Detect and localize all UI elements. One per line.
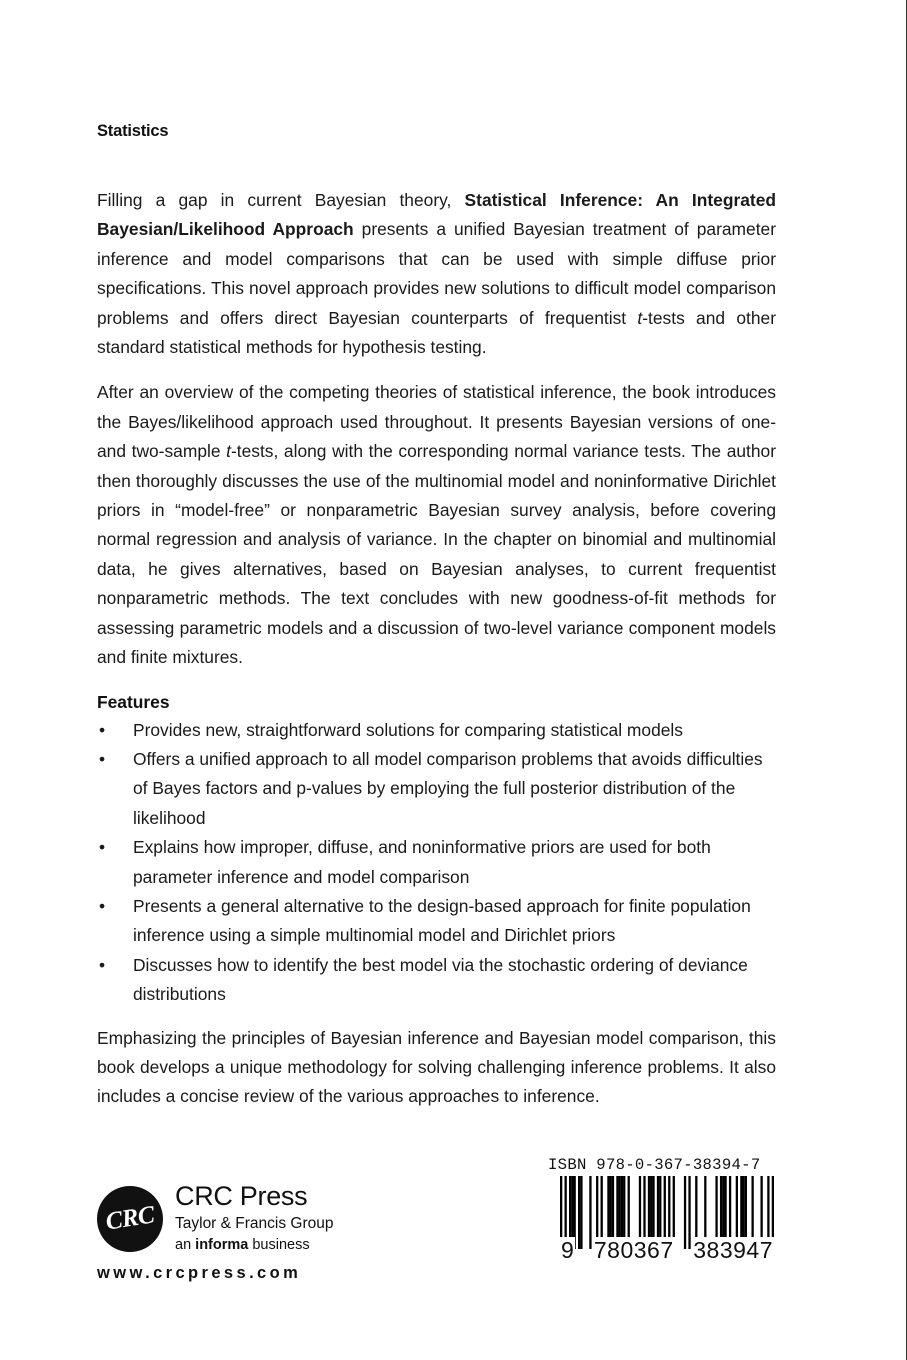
feature-item [97, 833, 776, 892]
feature-item-label: Presents a general alternative to the design-based approach for finite population inference using a simple multinomial model and Dirichlet priors [133, 895, 751, 946]
blurb-bold-title: Statistical Inference: An Integrated Bayesian/Likelihood Approach [97, 190, 776, 240]
publisher-website[interactable]: www.crcpress.com [97, 1264, 302, 1282]
blurb-text-run: -tests and other standard statistical methods for hypothesis testing. [97, 307, 776, 358]
bullet-icon: • [99, 954, 106, 975]
tagline-brand: informa [195, 1237, 249, 1253]
feature-item [97, 951, 776, 1010]
blurb-italic-term: t [226, 441, 231, 462]
barcode-digits [560, 1237, 774, 1264]
ean-digit-group-left: 9 [561, 1237, 575, 1263]
features-heading: Features [97, 691, 170, 712]
feature-item-label: Offers a unified approach to all model comparison problems that avoids difficulties of Bayes factors and p-values by employing the full posterior distribution of the likelihood [133, 748, 763, 828]
barcode-block [548, 1156, 780, 1263]
bullet-icon: • [99, 719, 106, 740]
crc-circle-logo-icon [97, 1186, 163, 1252]
blurb-text-run: -tests, along with the corresponding normal variance tests. The author then thoroughly discusses the use of the multinomial model and noninformative Dirichlet priors in “model-free” or nonparametric Bayesian survey analysis, before covering normal regression and analysis of variance. In the chapter on binomial and multinomial data, he gives alternatives, based on Bayesian analyses, to current frequentist nonparametric methods. The text concludes with new goodness-of-fit methods for assessing parametric models and a discussion of two-level variance component models and finite mixtures. [97, 441, 777, 668]
feature-item [97, 716, 776, 745]
crc-logo-letters: CRC [103, 1200, 157, 1236]
subject-category: Statistics [97, 122, 169, 140]
blurb-text-run: presents a unified Bayesian treatment of parameter inference and model comparisons that can be used with simple diffuse prior specifications. This novel approach provides new solutions to difficult model comparison problems and offers direct Bayesian counterparts of frequentist [97, 219, 776, 328]
closing-paragraph: Emphasizing the principles of Bayesian inference and Bayesian model comparison, this book develops a unique methodology for solving challenging inference problems. It also includes a concise review of the various approaches to inference. [97, 1027, 776, 1107]
ean-digit-group-right: 383947 [693, 1237, 773, 1263]
publisher-text [175, 1182, 334, 1255]
feature-item-label: Explains how improper, diffuse, and noninformative priors are used for both parameter inference and model comparison [133, 837, 711, 887]
publisher-block [97, 1182, 357, 1283]
blurb-paragraph-1 [97, 186, 776, 362]
publisher-tagline [175, 1235, 334, 1255]
blurb-paragraph-2 [97, 378, 776, 672]
bullet-icon: • [99, 837, 106, 858]
publisher-group: Taylor & Francis Group [175, 1215, 334, 1232]
publisher-logo-row [97, 1182, 357, 1255]
blurb-section [97, 186, 776, 1128]
feature-item [97, 892, 776, 951]
feature-item [97, 745, 776, 833]
blurb-italic-term: t [637, 307, 643, 328]
cover-footer [0, 1150, 907, 1310]
blurb-text-run: After an overview of the competing theories of statistical inference, the book introduces the Bayes/likelihood approach used throughout. It presents Bayesian versions of one- and two-sample [97, 382, 776, 462]
publisher-name: CRC Press [175, 1181, 308, 1211]
tagline-suffix: business [248, 1237, 310, 1253]
feature-item-label: Discusses how to identify the best model via the stochastic ordering of deviance distributions [133, 954, 748, 1005]
blurb-text-run: Filling a gap in current Bayesian theory, [97, 190, 465, 210]
bullet-icon: • [99, 748, 106, 769]
features-list [97, 716, 776, 1010]
feature-item-label: Provides new, straightforward solutions for comparing statistical models [133, 719, 683, 740]
isbn-text: ISBN 978-0-367-38394-7 [548, 1156, 761, 1174]
ean-digit-group-mid: 780367 [593, 1237, 674, 1263]
bullet-icon: • [99, 895, 106, 916]
tagline-prefix: an [175, 1237, 196, 1253]
ean13-barcode [560, 1176, 774, 1263]
